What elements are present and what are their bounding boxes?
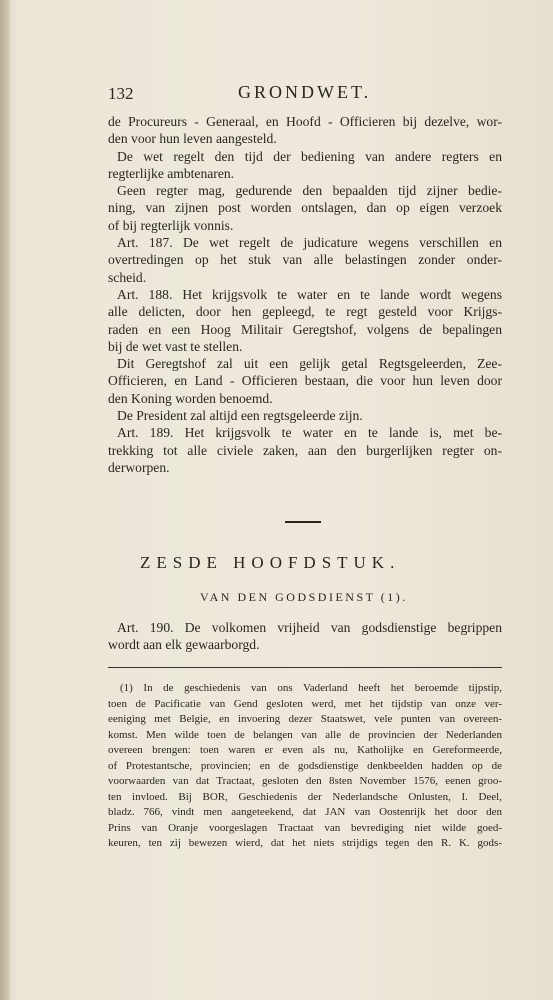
running-title: GRONDWET. xyxy=(238,82,372,102)
text-line: scheid. xyxy=(108,269,147,285)
text-line: den voor hun leven aangesteld. xyxy=(108,131,277,147)
body-text xyxy=(108,113,502,476)
text-line: Art. 187. De wet regelt de judicature wegens verschillen en xyxy=(117,235,502,251)
text-line: Officieren, en Land - Officieren bestaan, die voor hun leven door xyxy=(108,373,502,389)
footnote-line: (1) In de geschiedenis van ons Vaderland heeft het beroemde tijpstip, xyxy=(120,682,502,694)
text-line: raden en een Hoog Militair Geregtshof, volgens de bepalingen xyxy=(108,321,502,337)
chapter-subtitle: VAN DEN GODSDIENST (1). xyxy=(200,590,408,604)
text-line: De President zal altijd een regtsgeleerde zijn. xyxy=(117,408,363,424)
footnote-line: voorwaarden van dat Tractaat, gesloten den 8sten November 1576, eenen groo- xyxy=(108,775,502,787)
text-line: Art. 189. Het krijgsvolk te water en te lande is, met be- xyxy=(117,425,502,441)
footnote xyxy=(108,681,502,852)
text-line: de Procureurs - Generaal, en Hoofd - Officieren bij dezelve, wor- xyxy=(108,114,502,129)
footnote-line: komst. Men wilde toen de belangen van alle de provincien der Nederlanden xyxy=(108,728,502,741)
text-line: ning, van zijnen post worden ontslagen, dan op eigen verzoek xyxy=(108,200,502,216)
running-head xyxy=(108,82,503,108)
text-line: Dit Geregtshof zal uit een gelijk getal Regtsgeleerden, Zee- xyxy=(117,356,502,372)
footnote-line: bladz. 766, vindt men aangeteekend, dat JAN van Oostenrijk het door den xyxy=(108,806,502,818)
text-line: alle delicten, door hen gepleegd, te regt gesteld voor Krijgs- xyxy=(108,304,502,320)
page-gutter xyxy=(0,0,10,1000)
text-line: wordt aan elk gewaarborgd. xyxy=(108,637,260,653)
footnote-line: ten invloed. Bij BOR, Geschiedenis der Nederlandsche Onlusten, I. Deel, xyxy=(108,790,502,803)
text-line: trekking tot alle civiele zaken, aan den burgerlijken regter on- xyxy=(108,442,502,458)
text-line: Art. 190. De volkomen vrijheid van godsdienstige begrippen xyxy=(117,620,502,635)
footnote-line: of Protestantsche, provincien; en de godsdienstige denkbeelden hadden op de xyxy=(108,759,502,772)
text-line: bij de wet vast te stellen. xyxy=(108,338,243,354)
section-divider xyxy=(285,521,321,523)
text-line: of bij regterlijk vonnis. xyxy=(108,217,234,233)
page-number: 132 xyxy=(108,84,134,103)
footnote-line: keuren, ten zij bewezen wierd, dat het niets strijdigs tegen den R. K. gods- xyxy=(108,837,502,849)
text-line: den Koning worden benoemd. xyxy=(108,390,273,406)
text-line: Art. 188. Het krijgsvolk te water en te lande wordt wegens xyxy=(117,286,502,302)
text-line: overtredingen op het stuk van alle belastingen zonder onder- xyxy=(108,252,502,268)
text-line: Geen regter mag, gedurende den bepaalden tijd zijner bedie- xyxy=(117,183,502,199)
text-line: De wet regelt den tijd der bediening van andere regters en xyxy=(117,148,502,164)
footnote-line: toen de Pacificatie van Gend gesloten werd, met het tijdstip van onze ver- xyxy=(108,697,502,710)
footnote-line: Prins van Oranje voorgeslagen Tractaat van bevrediging niet wilde goed- xyxy=(108,821,502,834)
chapter-title: ZESDE HOOFDSTUK. xyxy=(140,553,401,572)
footnote-line: eeniging met Belgie, en invoering dezer Staatswet, vele punten van overeen- xyxy=(108,713,502,725)
text-line: derworpen. xyxy=(108,459,170,475)
footnote-rule xyxy=(108,667,502,668)
article-190 xyxy=(108,619,502,654)
footnote-line: overeen brengen: toen waren er even als nu, Katholijke en Gereformeerde, xyxy=(108,744,502,756)
text-line: regterlijke ambtenaren. xyxy=(108,165,235,181)
